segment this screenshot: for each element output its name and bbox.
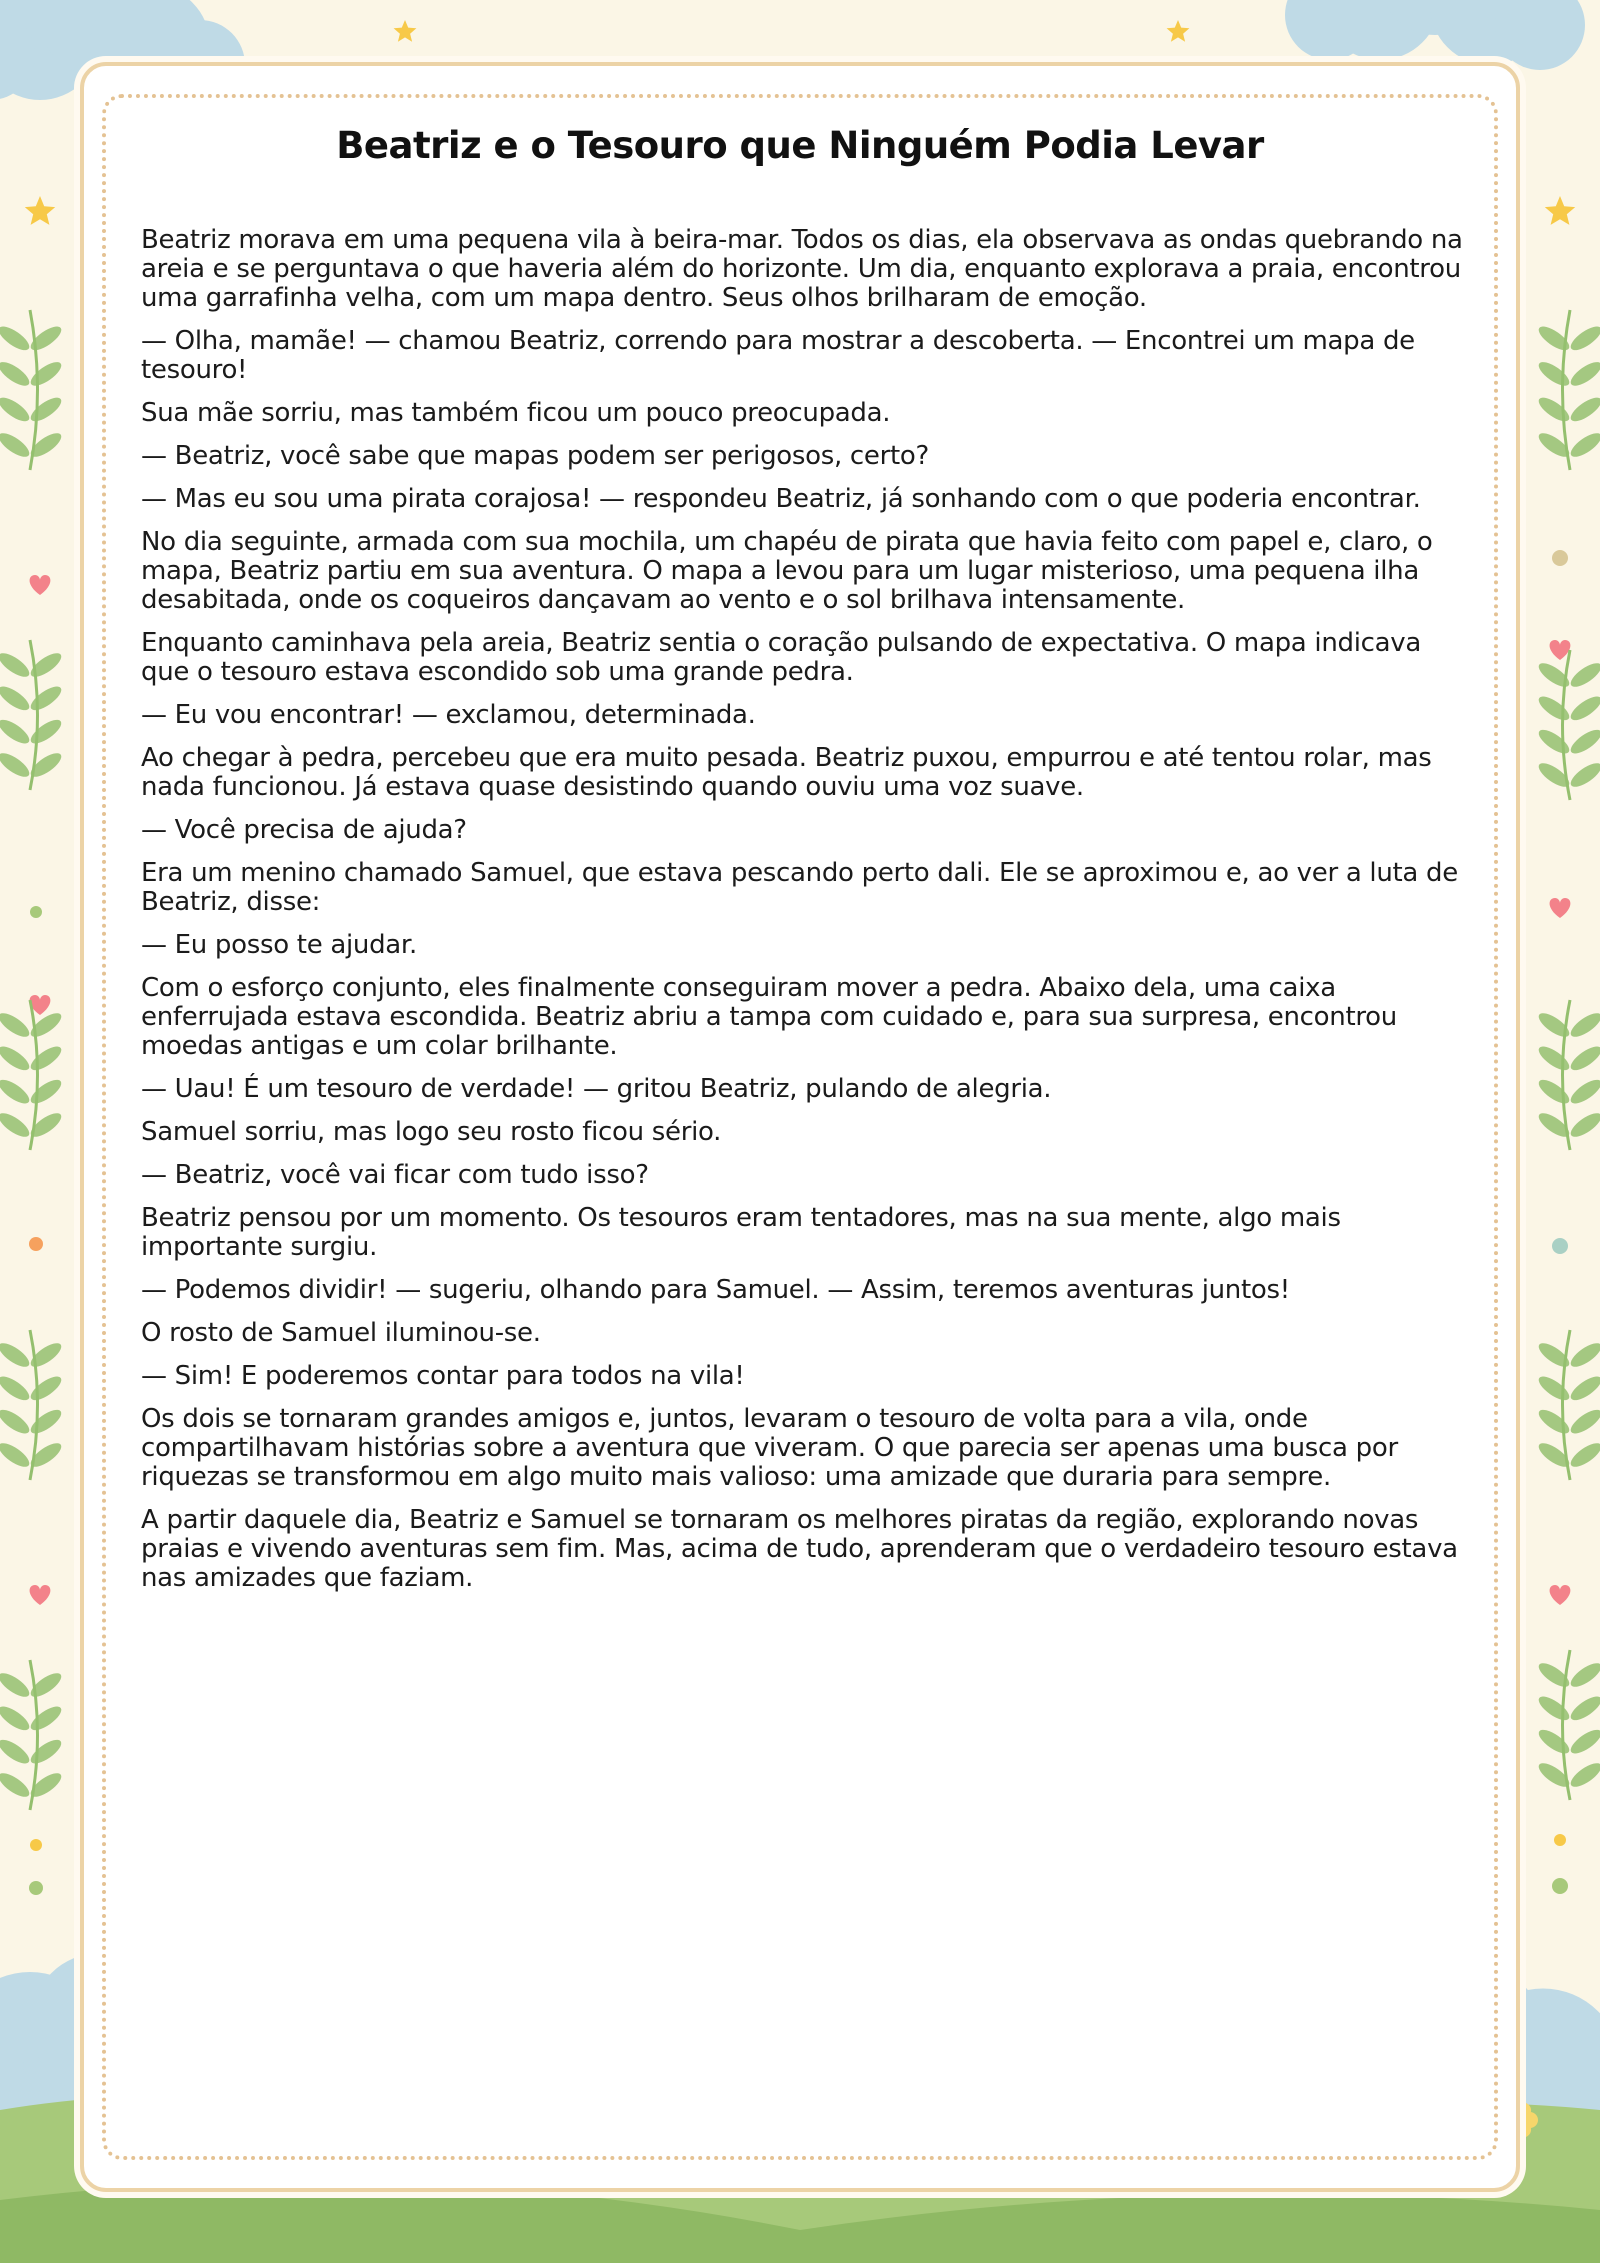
story-paragraph: — Sim! E poderemos contar para todos na vila! [141, 1361, 745, 1391]
leaf-branch-icon [1535, 650, 1600, 800]
story-paragraph: — Olha, mamãe! — chamou Beatriz, correndo para mostrar a descoberta. — Encontrei um mapa de tesouro! [141, 326, 1415, 385]
cloud-top-right [1285, 0, 1585, 70]
leaf-branch-icon [0, 310, 65, 470]
story-paragraph: Sua mãe sorriu, mas também ficou um pouco preocupada. [141, 398, 891, 428]
story-paragraph: — Uau! É um tesouro de verdade! — gritou Beatriz, pulando de alegria. [141, 1074, 1052, 1104]
story-paragraph: Enquanto caminhava pela areia, Beatriz sentia o coração pulsando de expectativa. O mapa indicava que o tesouro estava escondido sob uma grande pedra. [141, 628, 1421, 687]
leaf-branch-icon [0, 640, 65, 790]
story-paragraph: — Beatriz, você sabe que mapas podem ser perigosos, certo? [141, 441, 929, 471]
heart-icon [30, 575, 51, 595]
leaf-branch-icon [0, 1330, 65, 1480]
leaf-branch-icon [0, 1000, 65, 1150]
leaf-branch-icon [1535, 1330, 1600, 1480]
dot-decoration [1552, 1878, 1568, 1894]
dot-decoration [29, 1881, 43, 1895]
dot-decoration [30, 1839, 42, 1851]
story-paragraph: A partir daquele dia, Beatriz e Samuel se tornaram os melhores piratas da região, explorando novas praias e vivendo aventuras sem fim. Mas, acima de tudo, aprenderam que o verdadeiro tesouro estava nas amizades que faziam. [141, 1505, 1458, 1593]
heart-icon [1550, 898, 1571, 918]
heart-icon [30, 1585, 51, 1605]
story-paragraph: Com o esforço conjunto, eles finalmente conseguiram mover a pedra. Abaixo dela, uma caixa enferrujada estava escondida. Beatriz abriu a tampa com cuidado e, para sua surpresa, encontrou moedas antigas e um colar brilhante. [141, 973, 1397, 1061]
star-icon [25, 196, 55, 225]
heart-icon [1550, 1585, 1571, 1605]
star-icon [1545, 196, 1575, 225]
leaf-branch-icon [0, 1660, 65, 1810]
leaf-branch-icon [1535, 1000, 1600, 1150]
story-paragraph: Samuel sorriu, mas logo seu rosto ficou sério. [141, 1117, 722, 1147]
star-icon [1167, 20, 1190, 42]
story-paragraph: Beatriz morava em uma pequena vila à beira-mar. Todos os dias, ela observava as ondas quebrando na areia e se perguntava o que haveria além do horizonte. Um dia, enquanto explorava a praia, encontrou uma garrafinha velha, com um mapa dentro. Seus olhos brilharam de emoção. [141, 225, 1463, 313]
story-paragraph: — Beatriz, você vai ficar com tudo isso? [141, 1160, 649, 1190]
story-paragraph: — Eu vou encontrar! — exclamou, determinada. [141, 700, 756, 730]
story-paragraph: Beatriz pensou por um momento. Os tesouros eram tentadores, mas na sua mente, algo mais importante surgiu. [141, 1203, 1341, 1262]
story-paragraph: — Eu posso te ajudar. [141, 930, 417, 960]
leaf-branch-icon [1535, 1650, 1600, 1800]
dot-decoration [30, 906, 42, 918]
story-paragraph: — Podemos dividir! — sugeriu, olhando para Samuel. — Assim, teremos aventuras juntos! [141, 1275, 1290, 1305]
story-paragraph: Ao chegar à pedra, percebeu que era muito pesada. Beatriz puxou, empurrou e até tentou rolar, mas nada funcionou. Já estava quase desistindo quando ouviu uma voz suave. [141, 743, 1432, 802]
leaf-branch-icon [1535, 310, 1600, 470]
story-paragraph: — Mas eu sou uma pirata corajosa! — respondeu Beatriz, já sonhando com o que poderia encontrar. [141, 484, 1421, 514]
star-icon [394, 20, 417, 42]
story-paragraph: Os dois se tornaram grandes amigos e, juntos, levaram o tesouro de volta para a vila, onde compartilhavam histórias sobre a aventura que viveram. O que parecia ser apenas uma busca por riquezas se transformou em algo muito mais valioso: uma amizade que duraria para sempre. [141, 1404, 1398, 1492]
dot-decoration [1552, 1238, 1568, 1254]
story-paragraph: Era um menino chamado Samuel, que estava pescando perto dali. Ele se aproximou e, ao ver a luta de Beatriz, disse: [141, 858, 1458, 917]
story-body [141, 226, 1466, 1607]
story-paragraph: O rosto de Samuel iluminou-se. [141, 1318, 541, 1348]
dot-decoration [29, 1237, 43, 1251]
story-title: Beatriz e o Tesouro que Ninguém Podia Levar [336, 124, 1264, 167]
story-paragraph: No dia seguinte, armada com sua mochila, um chapéu de pirata que havia feito com papel e, claro, o mapa, Beatriz partiu em sua aventura. O mapa a levou para um lugar misterioso, uma pequena ilha desabitada, onde os coqueiros dançavam ao vento e o sol brilhava intensamente. [141, 527, 1433, 615]
dot-decoration [1552, 550, 1568, 566]
dot-decoration [1554, 1834, 1566, 1846]
story-paragraph: — Você precisa de ajuda? [141, 815, 467, 845]
